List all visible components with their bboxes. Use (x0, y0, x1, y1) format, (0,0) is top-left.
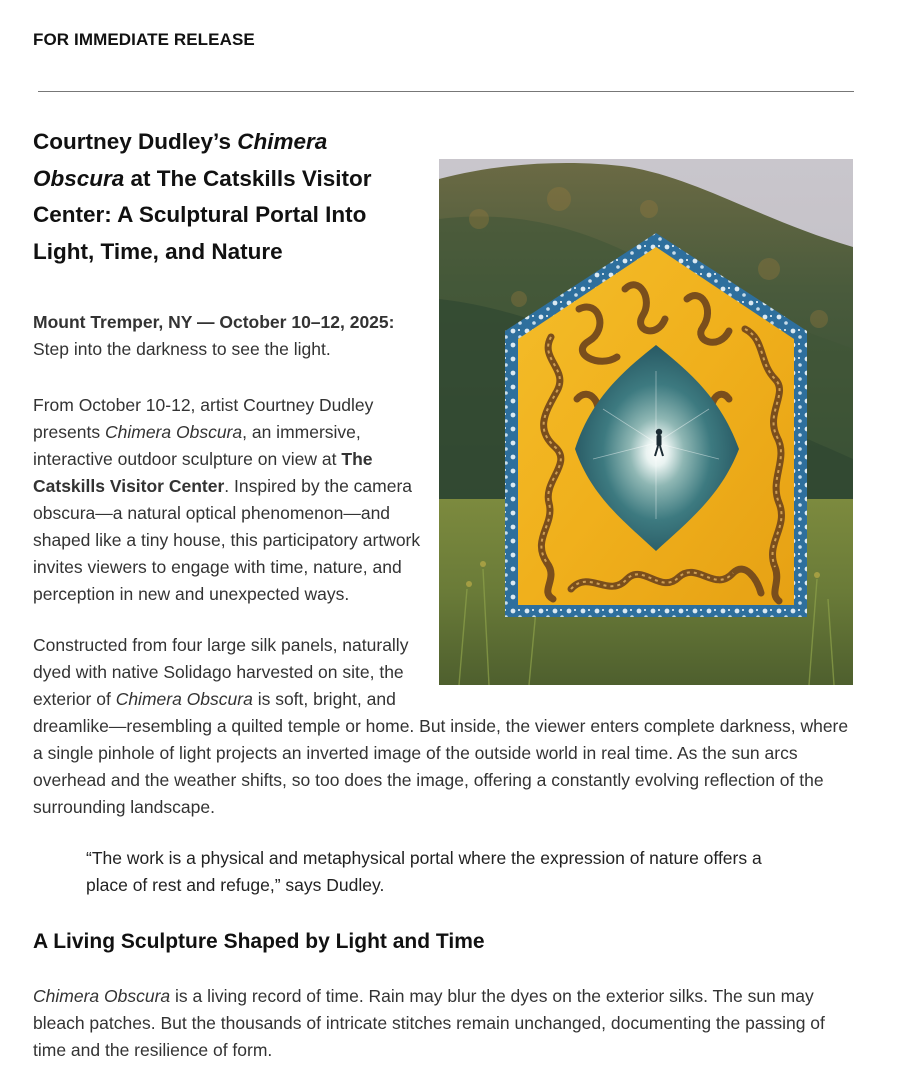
article-title: Courtney Dudley’s Chimera Obscura at The Catskills Visitor Center: A Sculptural Portal Into Light, Time, and Nature (33, 129, 372, 264)
artist-quote: “The work is a physical and metaphysical portal where the expression of nature offers a place of rest and refuge,” says Dudley. (86, 848, 762, 896)
header-divider (38, 91, 854, 92)
release-label: FOR IMMEDIATE RELEASE (33, 30, 255, 49)
dateline-tagline: Step into the darkness to see the light. (33, 339, 331, 360)
sculpture-photo-graphic (439, 159, 853, 685)
paragraph-living-record: Chimera Obscura is a living record of time. Rain may blur the dyes on the exterior silks. The sun may bleach patches. But the thousands of intricate stitches remain unchanged, documenting the passing of time and the resilience of form. (33, 986, 825, 1061)
sculpture-photo (439, 159, 853, 685)
paragraph-intro: From October 10-12, artist Courtney Dudley presents Chimera Obscura, an immersive, interactive outdoor sculpture on view at The Catskills Visitor Center. Inspired by the camera obscura—a natural optical phenomenon—and shaped like a tiny house, this participatory artwork invites viewers to engage with time, nature, and perception in new and unexpected ways. (33, 395, 421, 605)
article-body (33, 124, 853, 1064)
section-heading: A Living Sculpture Shaped by Light and Time (33, 930, 485, 954)
paragraph-construction: Constructed from four large silk panels, naturally dyed with native Solidago harvested on site, the exterior of Chimera Obscura is soft, bright, and dreamlike—resembling a quilted temple or home. But inside, the viewer enters complete darkness, where a single pinhole of light projects an inverted image of the outside world in real time. As the sun arcs overhead and the weather shifts, so too does the image, offering a constantly evolving reflection of the surrounding landscape. (33, 635, 849, 818)
dateline-location-date: Mount Tremper, NY — October 10–12, 2025: (33, 312, 395, 333)
